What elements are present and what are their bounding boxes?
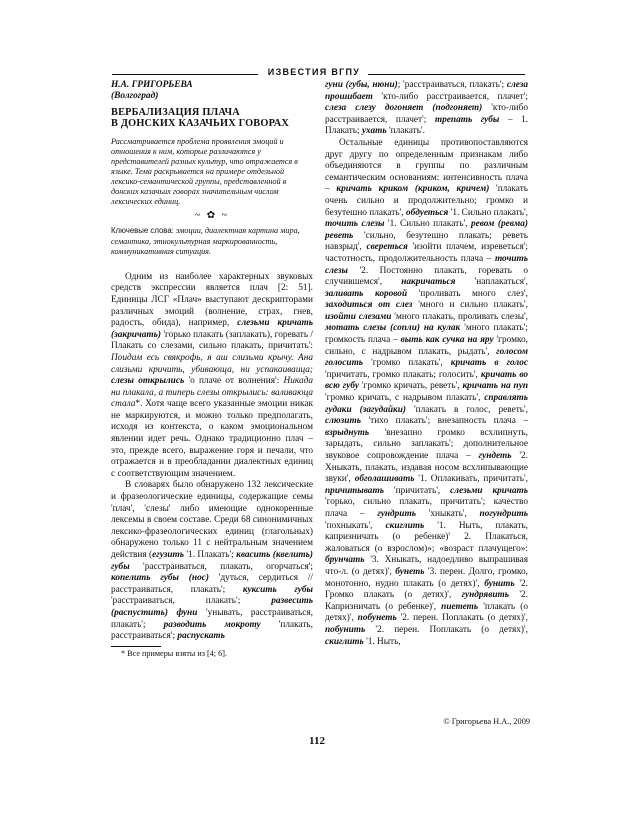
author-city: (Волгоград) — [111, 91, 159, 101]
page-number: 112 — [309, 735, 325, 747]
keywords-list: эмоции, диалектная картина мира, семантика, этнокультурная маркированность, коммуникативная ситуация. — [111, 226, 300, 256]
ornament-divider: ~ ✿ ~ — [194, 210, 230, 222]
paragraph: Остальные единицы противопоставляются друг другу по определенным признакам либо объединяются в группы по различным семантическим основаниям: интенсивность плача – кричать криком (криком, кричем) 'плакать очень сильно и продолжительно; громко и безутешно плакать', обдуеться '1. Сильно плакать', точить слезы '1. Сильно плакать', ревом (ревма) реветь 'сильно, безутешно плакать; реветь навзрыд', свереться 'изойти плачем, изреветься'; частотность, продолжительность плача – точить слезы '2. Постоянно плакать, горевать о случившемся', накричаться 'наплакаться', заливать коровой 'проливать много слез', заходиться от слез 'много и сильно плакать', изойти слезами 'много плакать, проливать слезы', мотать слезы (сопли) на кулак 'много плакать'; громкость плача – выть как сучка на яру 'громко, сильно, с надрывом плакать, рыдать', голосом голосить 'громко плакать', кричать в голос 'причитать, громко плакать; голосить', кричать во всю губу 'громко кричать, реветь', кричать на пуп 'громко кричать, с надрывом плакать', справлять гудаки (загудайки) 'плакать в голос, реветь', слюзить 'тихо плакать'; внезапность плача – взрыднуть 'внезапно громко всхлипнуть, зарыдать, сильно заплакать'; дополнительное звуковое сопровождение плача – гундеть '2. Хныкать, плакать, издавая носом всхлипывающие звуки', обголашивать '1. Оплакивать, причитать', причитывать 'причитать', слезьми кричать 'горько, сильно плакать, причитать'; качество плача – гундрить 'хныкать', погундрить 'похныкать', скиглить '1. Ныть, плакать, капризничать (о ребенке)' 2. Плакаться, жаловаться (о взрослом)»; «возраст плачущего»: брунчать '3. Хныкать, надоедливо выпрашивая что-л. (о детях)', бунеть '3. перен. Долго, громко, монотонно, нудно плакать (о детях)', бунить '2. Громко плакать (о детях)', гундрявить '2. Капризничать (о ребенке)', пиететь 'плакать (о детях)', побунеть '2. перен. Поплакать (о детях)', побунить '2. перен. Поплакать (о детях)', скиглить '1. Ныть, — [325, 137, 529, 647]
paragraph: В словарях было обнаружено 132 лексические и фразеологические единицы, содержащие семы 'плач', 'слезы' либо имеющие однокоренные лексемы в своем составе. Среди 68 синонимичных лексико-фразеологических единиц (глагольных) обнаружено только 11 с нейтральным значением действия (егузить '1. Плакать'; квасить (квелить) губы 'расстраиваться, плакать, огорчаться'; копелить губы (нос) 'дуться, сердиться // расстраиваться, плакать'; куксить губы 'расстраиваться, плакать'; развесить (распустить) фуни 'унывать, расстраиваться, плакать'; разводить мокроту 'плакать, расстраиваться'; распускать — [111, 480, 313, 642]
right-column — [325, 80, 528, 648]
footnote: * Все примеры взяты из [4; 6]. — [121, 648, 227, 658]
footnote-rule — [111, 646, 161, 647]
title-line-1: ВЕРБАЛИЗАЦИЯ ПЛАЧА — [111, 107, 240, 118]
abstract: Рассматривается проблема проявления эмоций и отношения к ним, которые различаются у представителей разных культур, что отражается в языке. Тема раскрывается на примере отдельной лексико-семантической группы, представленной в донских казачьих говорах значительным числом лексических единиц. — [111, 136, 298, 207]
paragraph: Одним из наиболее характерных звуковых средств экспрессии является плач [2: 51]. Единицы ЛСГ «Плач» выступают дескрипторами различных эмоций (волнение, страх, гнев, радость, обида), например, слезьми кричать (закричать) 'горько плакать (заплакать), горевать / Плакать со слезами, сильно плакать, причитать': Поидам есь свякрофь, я аш слизьми крычу. Ана слизьми кричить, убивающа, ни успакаиваица; слезы открылись 'о плаче от волнения': Никада ни плакала, а типерь слезы открылись: валиваюца стала*. Хотя чаще всего указанные эмоции никак не маркируются, и можно только предполагать, исходя из контекста, о каком эмоциональном явлении идет речь. Однако традиционно плач – это, прежде всего, выражение горя и печали, что отражается и в преобладании диалектных единиц с соответствующим значением. — [111, 271, 313, 479]
header-rule-left — [112, 74, 258, 75]
left-body — [111, 272, 313, 659]
title-line-2: В ДОНСКИХ КАЗАЧЬИХ ГОВОРАХ — [111, 118, 290, 130]
header-rule-right — [368, 74, 525, 75]
keywords-label: Ключевые слова: — [111, 226, 174, 236]
keywords — [111, 226, 313, 256]
journal-title: ИЗВЕСТИЯ ВГПУ — [267, 67, 361, 77]
left-column — [111, 80, 313, 659]
author-name: Н.А. ГРИГОРЬЕВА — [111, 80, 193, 90]
copyright-notice: © Григорьева Н.А., 2009 — [443, 717, 530, 726]
paragraph-continued: гуни (губы, нюни); 'расстраиваться, плакать'; слеза прошибает 'кто-либо расстраивается, плачет'; слеза слезу догоняет (подгоняет) 'кто-либо расстраивается, плачет'; трепать губы – 1. Плакать; ухать 'плакать'. — [325, 80, 529, 137]
article-title — [111, 107, 313, 130]
